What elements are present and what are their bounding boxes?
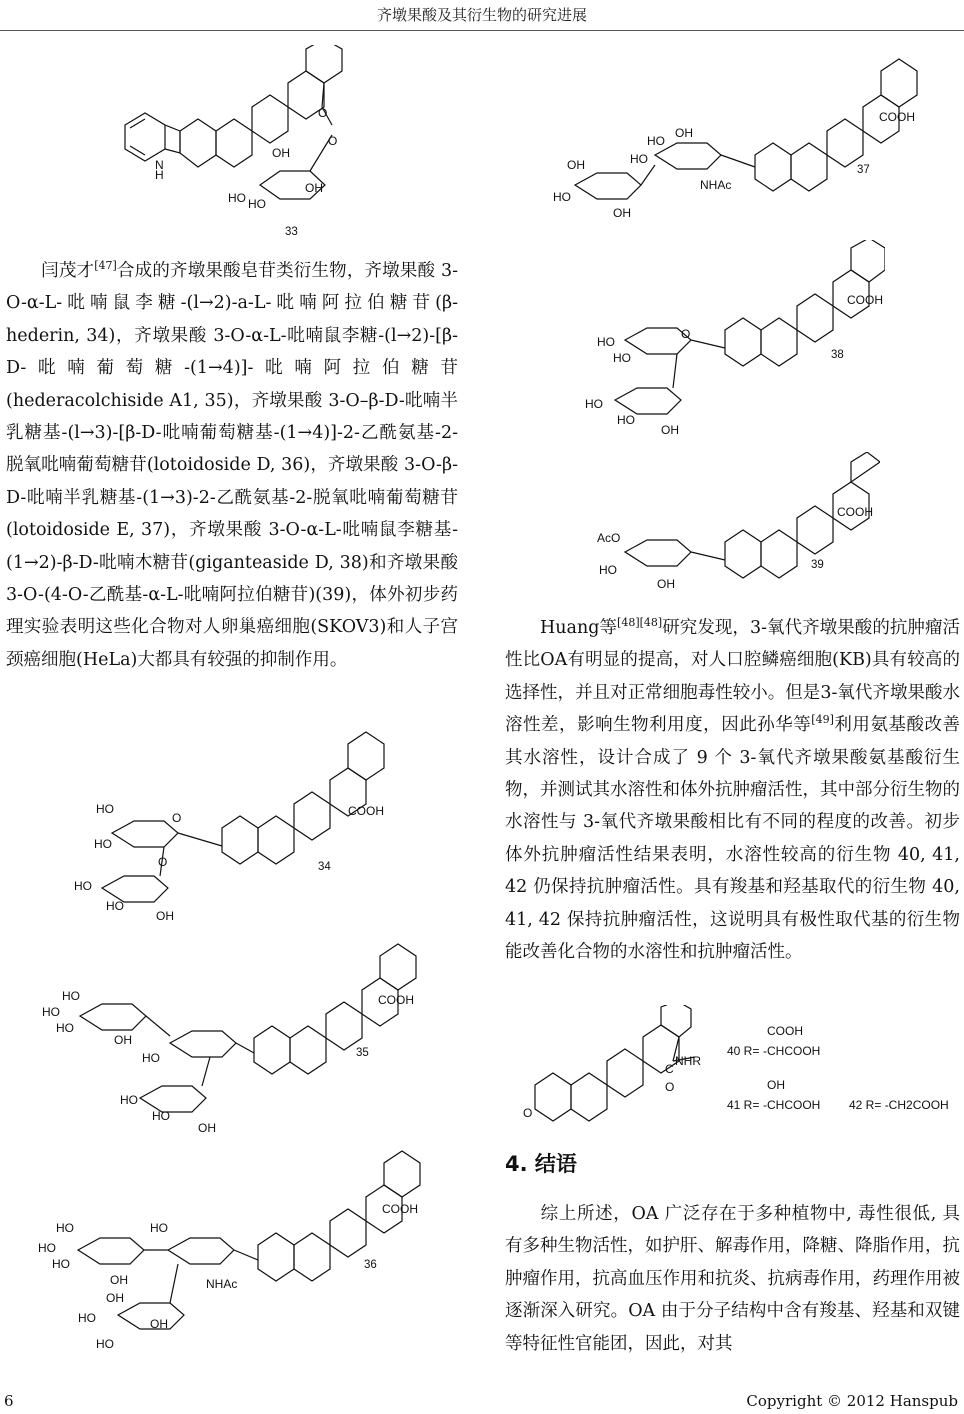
label-38-d: HO (617, 413, 635, 427)
compound-number-33: 33 (285, 226, 298, 238)
label-34-f: O (172, 811, 182, 825)
acid-34: COOH (348, 804, 384, 818)
label-37-d: HO (630, 152, 648, 166)
r41-group: -CHCOOH (763, 1098, 821, 1112)
label-33-oh2: OH (305, 181, 323, 195)
left-text-column (6, 255, 458, 676)
acid-38: COOH (847, 293, 883, 307)
right-body1: 研究发现，3-氧代齐墩果酸的抗肿瘤活性比OA有明显的提高，对人口腔鳞癌细胞(KB)具有较高的选择性，并且对正常细胞毒性较小。但是3-氧代齐墩果酸水溶性差，影响生物利用度，因此孙华等 (505, 618, 960, 736)
structure-37 (545, 55, 925, 230)
acid-36: COOH (382, 1202, 418, 1216)
label-35-c: HO (56, 1021, 74, 1035)
section-heading: 4. 结语 (505, 1152, 577, 1176)
nhac-36: NHAc (206, 1277, 238, 1291)
amide-nhr: NHR (675, 1054, 701, 1068)
label-34-c: HO (74, 879, 92, 893)
r40-label: 40 R= (727, 1044, 760, 1058)
label-36-d: OH (110, 1273, 128, 1287)
label-38-f: O (681, 327, 691, 341)
structure-36 (38, 1150, 428, 1360)
keto-o: O (523, 1106, 533, 1120)
label-36-i: HO (96, 1337, 114, 1351)
label-37-a: HO (647, 134, 665, 148)
label-37-f: OH (613, 206, 631, 220)
compound-number-36: 36 (364, 1259, 377, 1271)
running-header: 齐墩果酸及其衍生物的研究进展 (376, 6, 587, 24)
label-35-a: HO (62, 989, 80, 1003)
c-label: C (665, 1062, 674, 1076)
label-35-d: OH (114, 1033, 132, 1047)
left-paragraph (6, 255, 458, 676)
right-author: Huang等 (540, 618, 618, 638)
structure-39 (595, 452, 880, 592)
right-paragraph (505, 612, 960, 968)
label-33-ho2: HO (248, 197, 266, 211)
compound-number-34: 34 (318, 861, 331, 873)
nhac-37: NHAc (700, 178, 732, 192)
copyright: Copyright © 2012 Hanspub (746, 1392, 958, 1410)
compound-number-37: 37 (857, 164, 870, 176)
compound-number-39: 39 (811, 559, 824, 571)
structure-35 (40, 938, 420, 1138)
r40-group: -CHCOOH (763, 1044, 821, 1058)
label-36-g: HO (78, 1311, 96, 1325)
label-35-b: HO (42, 1005, 60, 1019)
right-body2: 利用氨基酸改善其水溶性，设计合成了 9 个 3-氧代齐墩果酸氨基酸衍生物，并测试其水溶性和体外抗肿瘤活性，其中部分衍生物的水溶性与 3-氧代齐墩果酸相比有不同的程度的改善。初步体外抗肿瘤活性结果表明，水溶性较高的衍生物 40, 41, 42 仍保持抗肿瘤活性。具有羧基和羟基取代的衍生物 40, 41, 42 保持抗肿瘤活性，这说明具有极性取代基的衍生物能改善化合物的水溶性和抗肿瘤活性。 (505, 715, 961, 963)
label-36-e: HO (150, 1221, 168, 1235)
right-ref1: [48][48] (617, 616, 663, 630)
label-38-b: HO (613, 351, 631, 365)
right-ref2: [49] (811, 713, 834, 727)
label-34-g: O (158, 855, 168, 869)
o-label: O (665, 1080, 675, 1094)
left-author: 闫茂才 (41, 261, 95, 281)
label-36-c: HO (52, 1257, 70, 1271)
label-38-e: OH (661, 423, 679, 437)
conclusion-paragraph (505, 1198, 960, 1360)
compound-number-35: 35 (356, 1047, 369, 1059)
label-39-oh: OH (657, 577, 675, 591)
label-37-b: OH (675, 126, 693, 140)
structure-34 (72, 718, 392, 928)
label-36-a: HO (56, 1221, 74, 1235)
structure-38 (585, 240, 885, 440)
left-body: 合成的齐墩果酸皂苷类衍生物，齐墩果酸 3-O-α-L-吡喃鼠李糖-(l→2)-a-L-吡喃阿拉伯糖苷(β-hederin, 34)，齐墩果酸 3-O-α-L-吡喃鼠李糖-(l→2)-[β-D-吡喃葡萄糖-(1→4)]-吡喃阿拉伯糖苷(hederacolchiside A1, 35)，齐墩果酸 3-O–β-D-吡喃半乳糖基-(l→3)-[β-D-吡喃葡萄糖基-(1→4)]-2-乙酰氨基-2-脱氧吡喃葡萄糖苷(lotoidoside D, 36)，齐墩果酸 3-O-β-D-吡喃半乳糖基-(1→3)-2-乙酰氨基-2-脱氧吡喃葡萄糖苷(lotoidoside E, 37)，齐墩果酸 3-O-α-L-吡喃鼠李糖基-(1→2)-β-D-吡喃木糖苷(giganteaside D, 38)和齐墩果酸 3-O-(4-O-乙酰基-α-L-吡喃阿拉伯糖苷)(39)，体外初步药理实验表明这些化合物对人卵巢癌细胞(SKOV3)和人子宫颈癌细胞(HeLa)大都具有较强的抑制作用。 (6, 261, 459, 670)
label-34-a: HO (96, 802, 114, 816)
structure-33 (110, 45, 370, 245)
label-38-a: HO (597, 335, 615, 349)
right-text-column (505, 612, 960, 968)
r42: 42 R= -CH2COOH (849, 1098, 949, 1112)
label-38-c: HO (585, 397, 603, 411)
label-35-g: HO (152, 1109, 170, 1123)
r41-label: 41 R= (727, 1098, 760, 1112)
label-34-d: HO (106, 899, 124, 913)
conclusion-column (505, 1198, 960, 1360)
page-number: 6 (4, 1392, 14, 1410)
label-36-f: OH (106, 1291, 124, 1305)
label-35-h: OH (198, 1121, 216, 1135)
label-34-b: HO (94, 837, 112, 851)
acid-39: COOH (837, 505, 873, 519)
label-33-n: N (155, 158, 164, 172)
structure-40-42 (515, 1005, 964, 1125)
acid-37: COOH (879, 110, 915, 124)
label-33-h: H (155, 168, 164, 182)
conclusion-body: 综上所述，OA 广泛存在于多种植物中, 毒性很低, 具有多种生物活性，如护肝、解毒作用，降糖、降脂作用，抗肿瘤作用，抗高血压作用和抗炎、抗病毒作用，药理作用被逐渐深入研究。OA 由于分子结构中含有羧基、羟基和双键等特征性官能团，因此，对其 (505, 1204, 960, 1354)
compound-number-38: 38 (831, 349, 844, 361)
acid-35: COOH (378, 993, 414, 1007)
r41-sub: OH (767, 1078, 785, 1092)
label-33-oh1: OH (272, 146, 290, 160)
r40-sub: COOH (767, 1024, 803, 1038)
left-ref: [47] (94, 259, 117, 273)
label-33-o1: O (318, 106, 328, 120)
label-34-e: OH (156, 909, 174, 923)
label-35-f: HO (120, 1093, 138, 1107)
label-37-e: HO (553, 190, 571, 204)
label-36-b: HO (38, 1241, 56, 1255)
label-39-ho: HO (599, 563, 617, 577)
label-35-e: HO (142, 1051, 160, 1065)
label-33-ho1: HO (228, 191, 246, 205)
header-rule (0, 30, 964, 31)
label-33-o2: O (328, 134, 338, 148)
label-39-aco: AcO (597, 531, 621, 545)
label-36-h: OH (150, 1317, 168, 1331)
label-37-c: OH (567, 158, 585, 172)
